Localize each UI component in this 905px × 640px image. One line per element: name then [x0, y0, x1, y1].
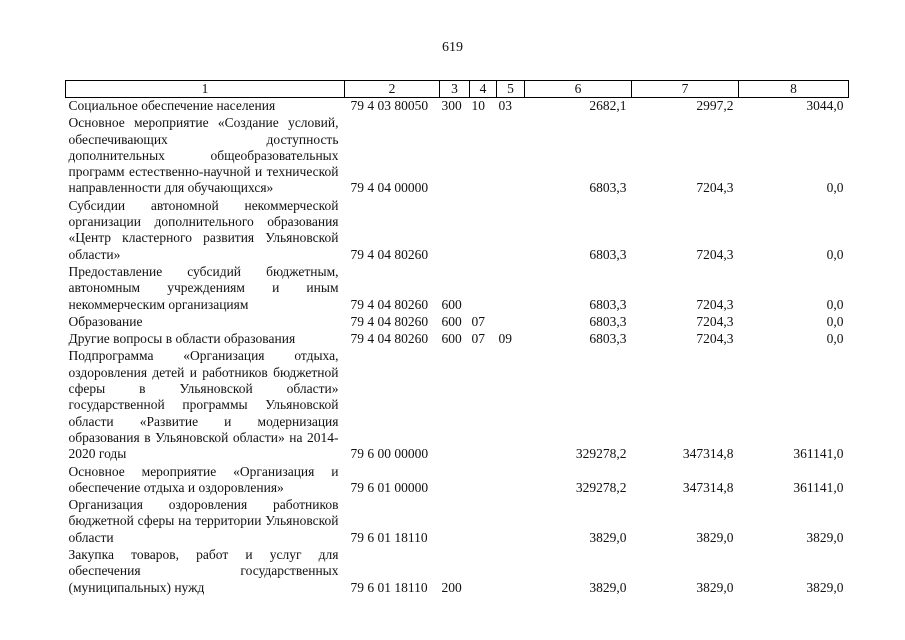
column-header: 8: [739, 81, 849, 98]
row-value-col6: 3829,0: [589, 579, 627, 595]
row-expense-type: [440, 464, 470, 498]
row-section: [470, 497, 497, 547]
row-name: Подпрограмма «Организация отдыха, оздоровления детей и работников бюджетной сферы в Ульяновской области» государственной программы Ульяновской области «Развитие и модернизация образования в Ульяновской области» на 2014-2020 годы: [68, 348, 339, 462]
row-name: Основное мероприятие «Создание условий, обеспечивающих доступность дополнительных общеобразовательных программ естественно-научной и технической направленности для обучающихся»: [68, 115, 339, 196]
row-expense-type: [440, 115, 470, 197]
row-code: 79 4 04 80260: [350, 313, 429, 329]
row-expense-type: 300: [441, 98, 462, 113]
row-value-col6: 6803,3: [589, 180, 627, 196]
budget-table: [65, 80, 849, 597]
row-value-col7: 2997,2: [696, 98, 734, 113]
row-code: 79 6 01 00000: [350, 479, 429, 495]
row-value-col7: 7204,3: [696, 180, 734, 196]
row-value-col6: 6803,3: [589, 313, 627, 329]
row-name: Организация оздоровления работников бюджетной сферы на территории Ульяновской области: [68, 497, 339, 545]
row-value-col8: 361141,0: [793, 446, 844, 462]
row-value-col6: 6803,3: [589, 331, 627, 347]
row-section: 07: [471, 313, 485, 329]
column-header: 5: [497, 81, 525, 98]
row-code: 79 4 04 00000: [350, 180, 429, 196]
table-row: [66, 464, 849, 498]
table-row: [66, 314, 849, 331]
row-name: Субсидии автономной некоммерческой организации дополнительного образования «Центр кластерного развития Ульяновской области»: [68, 197, 339, 262]
row-code: 79 4 04 80260: [350, 296, 429, 312]
row-value-col6: 329278,2: [575, 479, 627, 495]
row-section: [470, 348, 497, 463]
table-row: [66, 98, 849, 116]
column-header: 4: [470, 81, 497, 98]
row-name: Социальное обеспечение населения: [68, 98, 276, 113]
row-value-col6: 2682,1: [589, 98, 627, 113]
row-name: Закупка товаров, работ и услуг для обеспечения государственных (муниципальных) нужд: [68, 547, 339, 595]
row-value-col7: 7204,3: [696, 246, 734, 262]
row-value-col6: 6803,3: [589, 246, 627, 262]
row-expense-type: [440, 198, 470, 264]
row-section: [470, 198, 497, 264]
row-section: [470, 264, 497, 314]
row-value-col7: 7204,3: [696, 296, 734, 312]
row-code: 79 6 01 18110: [350, 579, 428, 595]
row-expense-type: [440, 348, 470, 463]
row-value-col6: 329278,2: [575, 446, 627, 462]
row-expense-type: 600: [441, 331, 462, 347]
row-value-col6: 3829,0: [589, 529, 627, 545]
table-row: [66, 115, 849, 197]
row-name: Предоставление субсидий бюджетным, автономным учреждениям и иным некоммерческим организациям: [68, 263, 339, 312]
table-row: [66, 547, 849, 597]
column-header: 3: [440, 81, 470, 98]
row-section: 10: [471, 98, 485, 113]
row-value-col7: 347314,8: [682, 446, 734, 462]
table-row: [66, 264, 849, 314]
row-code: 79 4 04 80260: [350, 331, 429, 347]
row-subsection: [497, 547, 525, 597]
row-value-col7: 7204,3: [696, 331, 734, 347]
row-subsection: [497, 348, 525, 463]
row-section: [470, 115, 497, 197]
row-name: Образование: [68, 313, 143, 329]
table-row: [66, 497, 849, 547]
table-row: [66, 198, 849, 264]
column-header: 7: [632, 81, 739, 98]
row-expense-type: [440, 497, 470, 547]
row-section: [470, 464, 497, 498]
table-row: [66, 348, 849, 463]
row-expense-type: 200: [441, 579, 462, 595]
column-header: 2: [345, 81, 440, 98]
column-header: 1: [66, 81, 345, 98]
row-value-col8: 0,0: [826, 313, 844, 329]
table-row: [66, 331, 849, 348]
row-name: Другие вопросы в области образования: [68, 331, 296, 347]
row-value-col8: 361141,0: [793, 479, 844, 495]
row-code: 79 4 04 80260: [350, 246, 429, 262]
row-value-col8: 0,0: [826, 296, 844, 312]
row-value-col7: 3829,0: [696, 579, 734, 595]
row-expense-type: 600: [441, 313, 462, 329]
row-value-col7: 3829,0: [696, 529, 734, 545]
row-subsection: [497, 464, 525, 498]
row-value-col7: 7204,3: [696, 313, 734, 329]
row-value-col8: 0,0: [826, 246, 844, 262]
column-header: 6: [525, 81, 632, 98]
row-value-col6: 6803,3: [589, 296, 627, 312]
row-code: 79 4 03 80050: [350, 98, 429, 113]
row-value-col7: 347314,8: [682, 479, 734, 495]
row-code: 79 6 00 00000: [350, 446, 429, 462]
row-subsection: [497, 497, 525, 547]
table-header-row: [66, 81, 849, 98]
row-subsection: [497, 198, 525, 264]
row-value-col8: 0,0: [826, 331, 844, 347]
row-section: [470, 547, 497, 597]
page-number: 619: [442, 40, 463, 55]
row-section: 07: [471, 331, 485, 347]
row-subsection: 09: [498, 331, 512, 347]
row-expense-type: 600: [441, 296, 462, 312]
row-subsection: [497, 115, 525, 197]
row-value-col8: 3829,0: [806, 529, 844, 545]
row-name: Основное мероприятие «Организация и обеспечение отдыха и оздоровления»: [68, 463, 339, 495]
row-subsection: [497, 314, 525, 331]
row-subsection: [497, 264, 525, 314]
table-body: [66, 98, 849, 597]
row-value-col8: 0,0: [826, 180, 844, 196]
row-code: 79 6 01 18110: [350, 529, 428, 545]
row-value-col8: 3829,0: [806, 579, 844, 595]
row-subsection: 03: [498, 98, 512, 113]
row-value-col8: 3044,0: [806, 98, 844, 113]
